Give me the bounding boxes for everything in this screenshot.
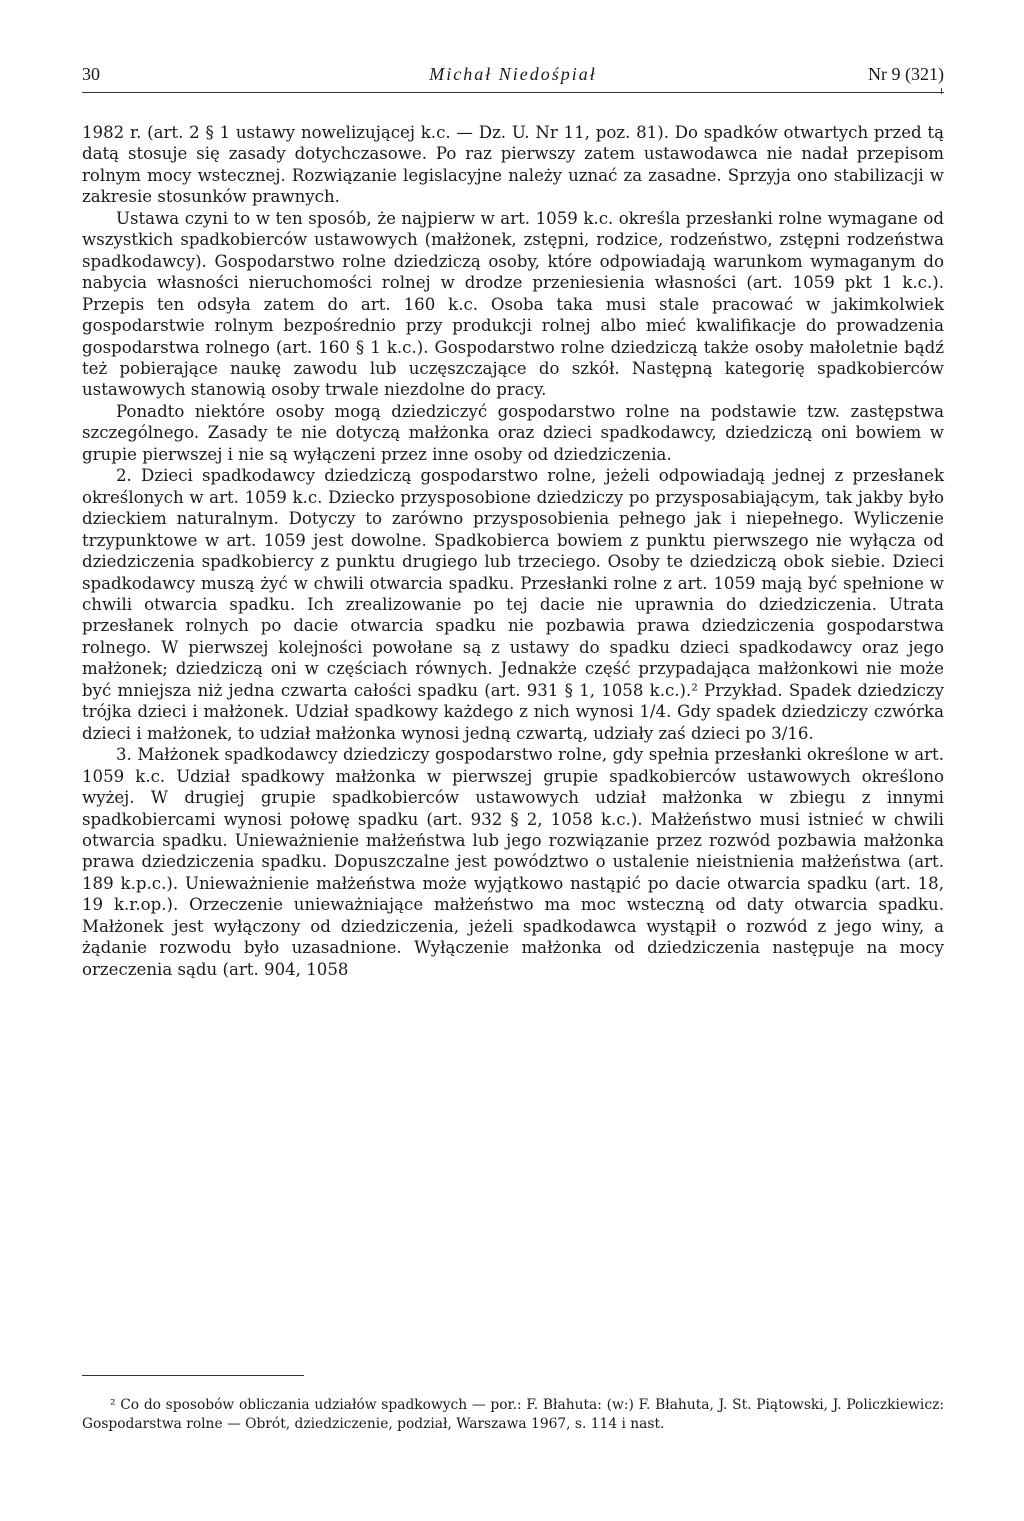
paragraph-5: 3. Małżonek spadkodawcy dziedziczy gospodarstwo rolne, gdy spełnia przesłanki określone w art. 1059 k.c. Udział spadkowy małżonka w pierwszej grupie spadkobierców ustawowych określono wyżej. W drugiej grupie spadkobierców ustawowych udział małżonka w zbiegu z innymi spadkobiercami wynosi połowę spadku (art. 932 § 2, 1058 k.c.). Małżeństwo musi istnieć w chwili otwarcia spadku. Unieważnienie małżeństwa lub jego rozwiązanie przez rozwód pozbawia małżonka prawa dziedziczenia spadku. Dopuszczalne jest powództwo o ustalenie nieistnienia małżeństwa (art. 189 k.p.c.). Unieważnienie małżeństwa może wyjątkowo nastąpić po dacie otwarcia spadku (art. 18, 19 k.r.op.). Orzeczenie unieważniające małżeństwo ma moc wsteczną od daty otwarcia spadku. Małżonek jest wyłączony od dziedziczenia, jeżeli spadkodawca wystąpił o rozwód z jego winy, a żądanie rozwodu było uzasadnione. Wyłączenie małżonka od dziedziczenia następuje na mocy orzeczenia sądu (art. 904, 1058 xyxy=(82,745,944,979)
footnote-rule xyxy=(82,1375,304,1376)
running-author: Michał Niedośpiał xyxy=(429,64,597,84)
issue-number: Nr 9 (321) xyxy=(868,64,944,84)
paragraph-4: 2. Dzieci spadkodawcy dziedziczą gospodarstwo rolne, jeżeli odpowiadają jednej z przesłanek określonych w art. 1059 k.c. Dziecko przysposobione dziedziczy po przysposabiającym, tak jakby było dzieckiem naturalnym. Dotyczy to zarówno przysposobienia pełnego jak i niepełnego. Wyliczenie trzypunktowe w art. 1059 jest dowolne. Spadkobierca bowiem z punktu pierwszego nie wyłącza od dziedziczenia spadkobiercy z punktu drugiego lub trzeciego. Osoby te dziedziczą obok siebie. Dzieci spadkodawcy muszą żyć w chwili otwarcia spadku. Przesłanki rolne z art. 1059 mają być spełnione w chwili otwarcia spadku. Ich zrealizowanie po tej dacie nie uprawnia do dziedziczenia. Utrata przesłanek rolnych po dacie otwarcia spadku nie pozbawia prawa dziedziczenia gospodarstwa rolnego. W pierwszej kolejności powołane są z ustawy do spadku dzieci spadkodawcy oraz jego małżonek; dziedziczą oni w częściach równych. Jednakże część przypadająca małżonkowi nie może być mniejsza niż jedna czwarta całości spadku (art. 931 § 1, 1058 k.c.).² Przykład. Spadek dziedziczy trójka dzieci i małżonek. Udział spadkowy każdego z nich wynosi 1/4. Gdy spadek dziedziczy czwórka dzieci i małżonek, to udział małżonka wynosi jedną czwartą, udziały zaś dzieci po 3/16. xyxy=(82,466,944,743)
page-number: 30 xyxy=(82,64,100,84)
footnote xyxy=(82,1396,944,1434)
paragraph-3: Ponadto niektóre osoby mogą dziedziczyć gospodarstwo rolne na podstawie tzw. zastępstwa szczególnego. Zasady te nie dotyczą małżonka oraz dzieci spadkodawcy, dziedziczą oni bowiem w grupie pierwszej i nie są wyłączeni przez inne osoby od dziedziczenia. xyxy=(82,401,944,464)
running-header xyxy=(82,64,944,94)
header-rule-tick xyxy=(941,88,942,94)
main-text xyxy=(82,122,944,980)
paragraph-2: Ustawa czyni to w ten sposób, że najpierw w art. 1059 k.c. określa przesłanki rolne wymagane od wszystkich spadkobierców ustawowych (małżonek, zstępni, rodzice, rodzeństwo, zstępni rodzeństwa spadkodawcy). Gospodarstwo rolne dziedziczą osoby, które odpowiadają warunkom wymaganym do nabycia własności nieruchomości rolnej w drodze przeniesienia własności (art. 1059 pkt 1 k.c.). Przepis ten odsyła zatem do art. 160 k.c. Osoba taka musi stale pracować w jakimkolwiek gospodarstwie rolnym bezpośrednio przy produkcji rolnej albo mieć kwalifikacje do prowadzenia gospodarstwa rolnego (art. 160 § 1 k.c.). Gospodarstwo rolne dziedziczą także osoby małoletnie bądź też pobierające naukę zawodu lub uczęszczające do szkół. Następną kategorię spadkobierców ustawowych stanowią osoby trwale niezdolne do pracy. xyxy=(82,208,944,400)
header-rule xyxy=(82,92,944,93)
paragraph-1: 1982 r. (art. 2 § 1 ustawy nowelizującej k.c. — Dz. U. Nr 11, poz. 81). Do spadków otwartych przed tą datą stosuje się zasady dotychczasowe. Po raz pierwszy zatem ustawodawca nie nadał przepisom rolnym mocy wstecznej. Rozwiązanie legislacyjne należy uznać za zasadne. Sprzyja ono stabilizacji w zakresie stosunków prawnych. xyxy=(82,123,944,207)
footnote-2: ² Co do sposobów obliczania udziałów spadkowych — por.: F. Błahuta: (w:) F. Błahuta, J. St. Piątowski, J. Policzkiewicz: Gospodarstwa rolne — Obrót, dziedziczenie, podział, Warszawa 1967, s. 114 i nast. xyxy=(82,1397,944,1432)
